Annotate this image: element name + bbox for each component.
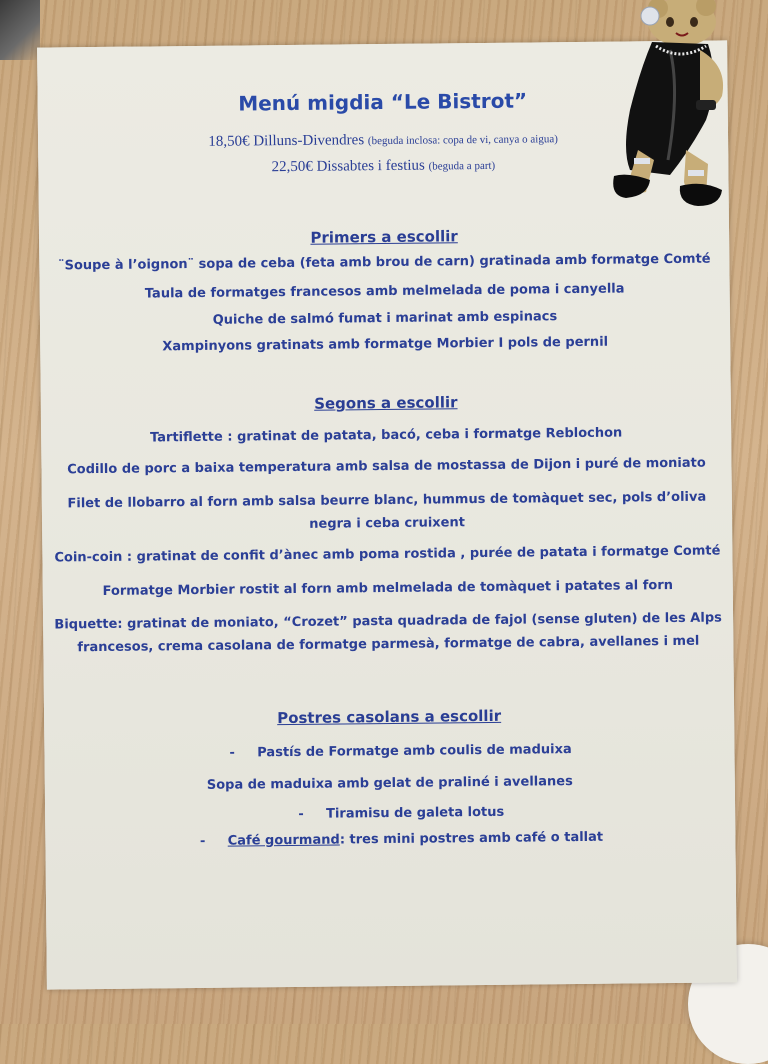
postres-item [45, 799, 735, 828]
postres-item: Sopa de maduixa amb gelat de praliné i avellanes [206, 774, 573, 793]
primers-heading: Primers a escollir [310, 227, 458, 247]
primers-item: Quiche de salmó fumat i marinat amb espinacs [212, 309, 558, 328]
dash-bullet: - [229, 745, 236, 761]
segons-item: Filet de llobarro al forn amb salsa beurre blanc, hummus de tomàquet sec, pols d’oliva [67, 489, 707, 512]
primers-item: Xampinyons gratinats amb formatge Morbier I pols de pernil [162, 334, 609, 355]
segons-item-cont: negra i ceba cruixent [309, 515, 466, 532]
dash-bullet: - [199, 833, 206, 849]
menu-title: Menú migdia “Le Bistrot” [238, 88, 528, 116]
cafe-gourmand-label: Café gourmand [227, 832, 340, 849]
cafe-gourmand-desc: : tres mini postres amb café o tallat [339, 829, 604, 848]
price-weekday-text: 18,50€ Dilluns-Divendres [208, 132, 365, 150]
figurine-magnet [610, 0, 740, 210]
segons-item: Formatge Morbier rostit al forn amb melmelada de tomàquet i patates al forn [102, 578, 674, 599]
segons-item: Codillo de porc a baixa temperatura amb salsa de mostassa de Dijon i puré de moniato [67, 455, 706, 478]
segons-item-cont: francesos, crema casolana de formatge parmesà, formatge de cabra, avellanes i mel [77, 633, 700, 656]
segons-item: Tartiflette : gratinat de patata, bacó, ceba i formatge Reblochon [149, 425, 623, 446]
segons-item: Biquette: gratinat de moniato, “Crozet” pasta quadrada de fajol (sense gluten) de les Alps [54, 610, 722, 633]
segons-heading: Segons a escollir [314, 393, 458, 413]
price-weekend-text: 22,50€ Dissabtes i festius [271, 157, 425, 176]
background-object [0, 0, 40, 60]
price-weekday-note: (beguda inclosa: copa de vi, canya o aigua) [367, 133, 558, 148]
postres-heading: Postres casolans a escollir [277, 706, 502, 728]
segons-item: Coin-coin : gratinat de confit d’ànec amb poma rostida , purée de patata i formatge Comté [54, 543, 721, 566]
postres-item [45, 825, 735, 854]
dash-bullet: - [298, 806, 304, 822]
primers-item: Taula de formatges francesos amb melmelada de poma i canyella [144, 281, 625, 302]
price-weekend-note: (beguda a part) [428, 159, 496, 173]
primers-item: ¨Soupe à l’oignon¨ sopa de ceba (feta amb brou de carn) gratinada amb formatge Comté [58, 251, 711, 274]
postres-item-text: Tiramisu de galeta lotus [325, 804, 505, 822]
postres-item [44, 737, 734, 766]
postres-item-text: Pastís de Formatge amb coulis de maduixa [257, 742, 572, 761]
